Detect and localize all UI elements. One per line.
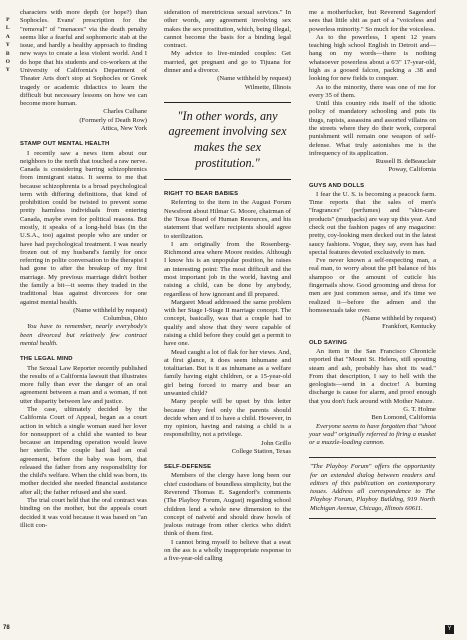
letter-paragraph: Many people will be upset by this letter because they feel only the parents should decide when and if to have a child. However, in my opinion, having and raising a child is a responsibility, not a privilege. (164, 398, 291, 439)
rabbit-logo-icon: Y (445, 625, 454, 634)
signature-name: Russell B. deBeauclair (375, 158, 436, 166)
section-heading: SELF-DEFENSE (164, 464, 212, 471)
letter-paragraph: My advice to live-minded couples: Get married, get pregnant and go to Tijuana for dinner and a divorce. (164, 50, 291, 74)
section-heading: RIGHT TO BEAR BABIES (164, 191, 239, 198)
section-heading: STAMP OUT MENTAL HEALTH (20, 141, 110, 148)
letter-paragraph: I am originally from the Rosenberg-Richmond area where Moore resides. Although I know his is an unpopular position, he raises an interesting point: The most difficult and the most important job in the world, having and raising a child, can be done by anybody, regardless of how ignorant and ill prepared. (164, 240, 291, 298)
signature-location: Wilmette, Illinois (244, 83, 291, 91)
magazine-label-letter: A (5, 33, 11, 40)
letter-paragraph: The case, ultimately decided by the California Court of Appeal, began as a court action in which a single woman sued her lover for nonsupport of a child she wanted to bear because an impending operation would leave her sterile. The couple had had an oral agreement, before the baby was born, that released the father from any responsibility for the child's welfare. When the child was born, its mother decided she needed financial assistance after all; the father refused and she sued. (20, 405, 147, 496)
column-3 (309, 9, 436, 519)
column-1 (20, 9, 147, 530)
section-heading: GUYS AND DOLLS (309, 182, 365, 189)
signature-name: Charles Culhane (103, 108, 147, 116)
letter-paragraph: The Sexual Law Reporter recently published the results of a California lawsuit that illustrates more fully than ever the danger of an oral agreement between a man and a woman, if not utter disparity between law and justice. (20, 364, 147, 405)
letter-paragraph: sideration of meretricious sexual services." In other words, any agreement involving sex makes the sex prostitution, which, being illegal, cannot become the basis for a binding legal contract. (164, 9, 291, 50)
letter-paragraph: I recently saw a news item about our neighbors to the north that touched a raw nerve. Canada is considering barring schizophrenics from immigrant status. It seems to me that because schizophrenia is a broad psychological term with differing definitions, that kind of prohibition could be twisted to prevent some pretty harmless individuals from entering Canada, maybe even for political reasons. But mostly, it speaks of a long-held bias (in the U.S.A., too) against people who are under or have had psychological treatment. I was nearly frozen out of my husband's family for once referring in polite conversation to the therapist I had gone to after the breakup of my first marriage. My previous marriage didn't bother the family a bit—it seems they traded in the traditional bias against divorcees for one against mental health. (20, 149, 147, 306)
editor-reply: You have to remember, nearly everybody's been divorced but relatively few contract mental health. (20, 323, 147, 347)
signature-name: (Name withheld by request) (362, 315, 436, 323)
letter-paragraph: I cannot bring myself to believe that a swat on the ass is a wholly inappropriate response to a five-year-old calling (164, 538, 291, 563)
letter-paragraph: An item in the San Francisco Chronicle reported that "Mount St. Helens, still spouting steam and ash, probably has shot its wad." From that description, I say to hell with the geologists—send in a doctor! A burning discharge is cause for alarm, and proof enough that you don't fuck around with Mother Nature. (309, 347, 436, 405)
forum-info-text: "The Playboy Forum" offers the opportunity for an extended dialog between readers and editors of this publication on contemporary issues. Address all correspondence to The Playboy Forum, Playboy Building, 919 North Michigan Avenue, Chicago, Illinois 60611. (310, 463, 435, 512)
magazine-label-letter: Y (5, 42, 11, 49)
section-heading: OLD SAYING (309, 339, 348, 346)
letter-paragraph: Mead caught a lot of flak for her views. And, at first glance, it does seem inhumane and totalitarian. But is it as inhumane as a welfare family having eight children, or a 15-year-old girl being forced to marry and bear an unwanted child? (164, 348, 291, 397)
letter-paragraph: Margaret Mead addressed the same problem with her Stage I-Stage II marriage concept. The concept, basically, was that a couple had to qualify and show that they were capable of raising a child before they could get a permit to have one. (164, 298, 291, 348)
page-number: 78 (3, 625, 10, 631)
letter-paragraph: As to the powerless, I spent 12 years teaching high school English in Detroit and—hang on my words—there is nothing whatsoever powerless about a 6'3" 17-year-old, high as a goosed falcon, packing a .38 and looking for new fields to conquer. (309, 33, 436, 83)
magazine-label-letter: P (6, 17, 10, 23)
letter-paragraph: The trial court held that the oral contract was binding on the mother, but the appeals court decided it was void because it was based on "an illicit con- (20, 497, 147, 529)
signature-name: John Grillo (261, 439, 291, 447)
magazine-label-letter: Y (5, 67, 11, 74)
letter-paragraph: As to the minority, there was one of me for every 35 of them. (309, 83, 436, 99)
signature-name: G. T. Holme (403, 405, 436, 413)
editor-reply: Everyone seems to have forgotten that "shoot your wad" originally referred to firing a musket or a muzzle-loading cannon. (309, 422, 436, 447)
section-heading: THE LEGAL MIND (20, 356, 73, 363)
signature-name: (Name withheld by request) (217, 75, 291, 83)
signature-location: Frankfort, Kentucky (382, 323, 436, 331)
letter-paragraph: Until this country rids itself of the idiotic policy of mandatory schooling and puts its thugs, rapists, assassins and assorted villains on the streets where they do their work, corporal punishment will remain one weapon of self-defense. What truly astonishes me is the infrequency of its application. (309, 100, 436, 157)
letter-paragraph: I've never known a self-respecting man, a real man, to worry about the pH balance of his shampoo or the amount of cuticle his fingernails show. Good grooming and dress for men are just common sense, and it's time we realized it—before the admen and the homosexuals take over. (309, 257, 436, 314)
signature-location: Ben Lomond, California (371, 414, 436, 422)
letter-paragraph: Referring to the item in the August Forum Newsfront about Hilmar G. Moore, chairman of the Texas Board of Human Resources, and his statement that welfare recipients should agree to sterilization. (164, 199, 291, 240)
signature-line: (Formerly of Death Row) (79, 116, 147, 124)
column-2 (164, 9, 291, 564)
letter-paragraph: Members of the clergy have long been our chief custodians of boundless simplicity, but the Reverend Thomas E. Sagendorf's comments (The Playboy Forum, August) regarding school children lend a whole new dimension to the concept of naïveté and should draw howls of jealous outrage from other clerics who didn't think of them first. (164, 472, 291, 538)
magazine-label-letter: B (5, 50, 11, 57)
letter-paragraph: characters with more depth (or hope?) than Sophocles. Evans' prescription for the "removal" of "menaces" via the death penalty seems like a fearful and sophomoric stab at the issue, and hardly a healthy approach to finding new ways to create a less violent world. And I do hope that his students and co-workers at the University of California's Department of Theater Arts don't stop at Sophocles or Greek tragedy or academic didactics to learn the difficult but necessary lessons on how we can become more human. (20, 9, 147, 108)
signature-location: College Station, Texas (231, 447, 291, 455)
letter-paragraph: me a motherfucker, but Reverend Sagendorf sees that little shit as part of a "voiceless and powerless minority." So much for the voiceless. (309, 9, 436, 33)
magazine-label-letter: L (5, 25, 11, 32)
magazine-label-letter: O (5, 59, 11, 66)
pull-quote: "In other words, any agreement involving sex makes the sex prostitution." (164, 102, 291, 180)
letter-paragraph: I fear the U. S. is becoming a peacock farm. Time reports that the sales of men's "fragrances" (perfumes) and "skin-care products" (mudpacks) are way up this year. And check out the fashion pages of any magazine: pretty, coy-looking men decked out in the latest saucy fashions. Vogue, they say, even has had special features devoted exclusively to men. (309, 190, 436, 256)
magazine-label (3, 16, 13, 75)
signature-name: (Name withheld by request) (73, 306, 147, 314)
forum-info-box (309, 457, 436, 519)
signature-location: Poway, California (388, 166, 436, 174)
signature-location: Columbus, Ohio (103, 315, 147, 323)
signature-location: Attica, New York (100, 124, 147, 132)
